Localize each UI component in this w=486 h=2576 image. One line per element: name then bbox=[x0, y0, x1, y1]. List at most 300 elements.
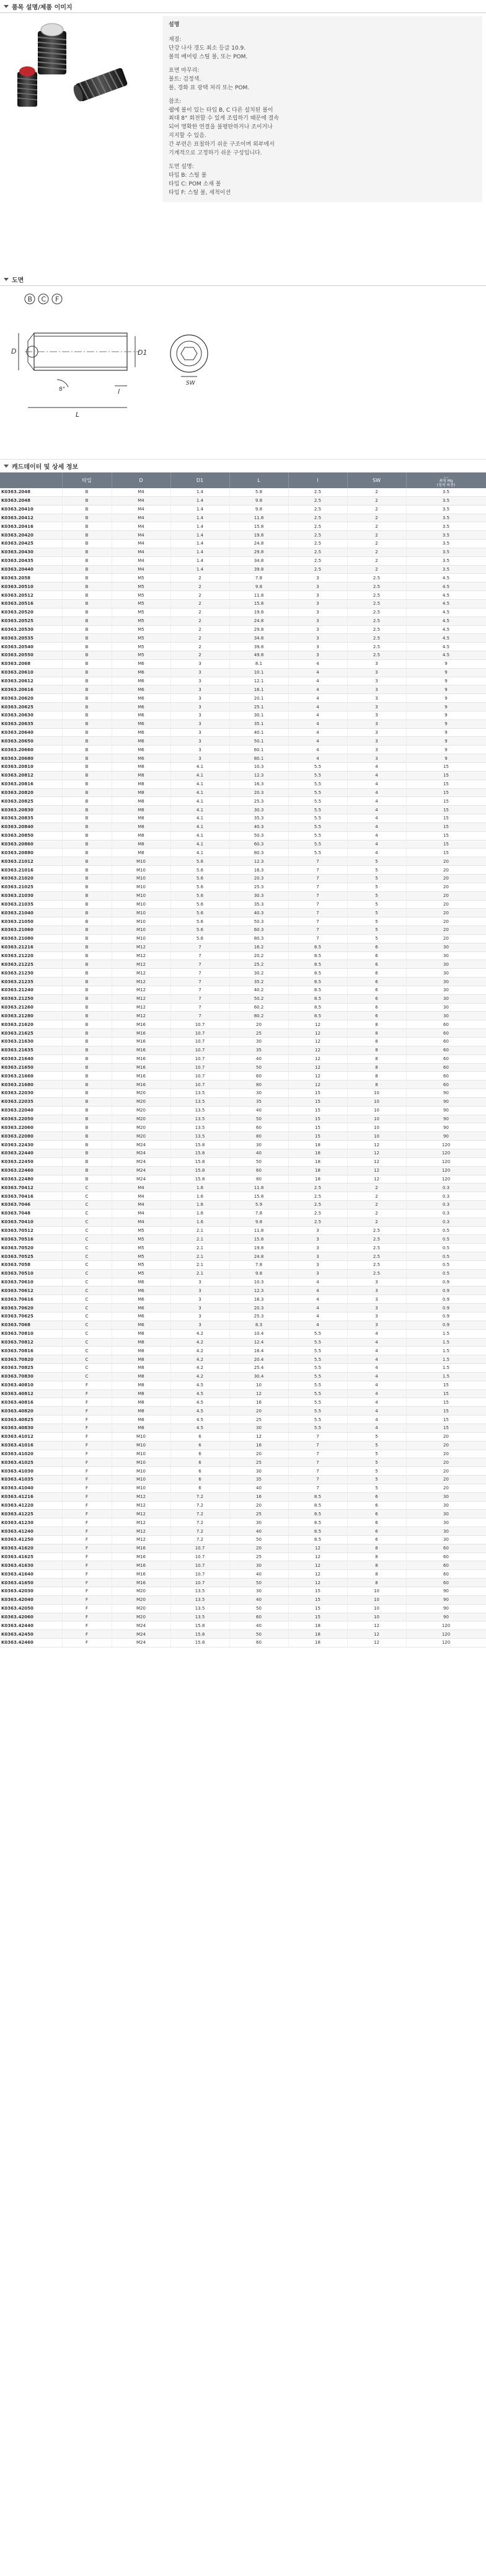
table-cell: B bbox=[62, 694, 112, 703]
table-cell: 30 bbox=[406, 986, 486, 994]
table-cell: M4 bbox=[112, 505, 170, 514]
table-cell: B bbox=[62, 917, 112, 926]
article-number-link[interactable]: K0363.41025 bbox=[0, 1458, 62, 1467]
article-number-link[interactable]: K0363.21035 bbox=[0, 900, 62, 909]
table-cell: M16 bbox=[112, 1570, 170, 1579]
article-number-link[interactable]: K0363.21680 bbox=[0, 1081, 62, 1089]
table-cell: 7 bbox=[288, 891, 347, 900]
article-number-link[interactable]: K0363.21030 bbox=[0, 891, 62, 900]
table-row bbox=[0, 1209, 486, 1218]
article-number-link[interactable]: K0363.22480 bbox=[0, 1175, 62, 1183]
table-cell: 4.2 bbox=[170, 1347, 229, 1355]
article-number-link[interactable]: K0363.21040 bbox=[0, 909, 62, 917]
article-number-link[interactable]: K0363.70525 bbox=[0, 1252, 62, 1261]
article-number-link[interactable]: K0363.20525 bbox=[0, 617, 62, 625]
article-number-link[interactable]: K0363.20625 bbox=[0, 703, 62, 711]
table-row bbox=[0, 488, 486, 496]
table-cell: 7.2 bbox=[170, 1501, 229, 1510]
table-cell: 2.5 bbox=[288, 531, 347, 540]
table-cell: M4 bbox=[112, 1218, 170, 1226]
table-cell: 25.2 bbox=[229, 960, 288, 969]
article-number-link[interactable]: K0363.41250 bbox=[0, 1535, 62, 1544]
article-number-link[interactable]: K0363.20880 bbox=[0, 849, 62, 857]
article-number-link[interactable]: K0363.20640 bbox=[0, 728, 62, 737]
table-cell: 4 bbox=[347, 797, 406, 806]
table-cell: C bbox=[62, 1269, 112, 1278]
article-number-link[interactable]: K0363.2068 bbox=[0, 659, 62, 668]
table-row bbox=[0, 874, 486, 883]
article-number-link[interactable]: K0363.70612 bbox=[0, 1286, 62, 1295]
table-cell: 13.5 bbox=[170, 1097, 229, 1106]
table-cell: 3 bbox=[347, 1278, 406, 1286]
table-cell: 4.5 bbox=[406, 643, 486, 651]
article-number-link[interactable]: K0363.21280 bbox=[0, 1012, 62, 1020]
table-cell: M5 bbox=[112, 591, 170, 600]
table-cell: 30 bbox=[229, 1038, 288, 1046]
article-number-link[interactable]: K0363.20840 bbox=[0, 822, 62, 831]
article-number-link[interactable]: K0363.21240 bbox=[0, 986, 62, 994]
article-number-link[interactable]: K0363.2058 bbox=[0, 574, 62, 582]
article-number-link[interactable]: K0363.21620 bbox=[0, 1020, 62, 1029]
article-number-link[interactable]: K0363.21080 bbox=[0, 934, 62, 943]
article-number-link[interactable]: K0363.21220 bbox=[0, 952, 62, 960]
table-cell: F bbox=[62, 1639, 112, 1647]
table-cell: 60 bbox=[229, 1123, 288, 1132]
surface-text-2: 볼, 경화 표 광택 처리 또는 POM. bbox=[169, 84, 250, 91]
article-number-link[interactable]: K0363.40812 bbox=[0, 1389, 62, 1398]
table-cell: 6 bbox=[170, 1476, 229, 1484]
article-number-link[interactable]: K0363.42460 bbox=[0, 1639, 62, 1647]
table-cell: 120 bbox=[406, 1141, 486, 1149]
article-number-link[interactable]: K0363.40810 bbox=[0, 1381, 62, 1389]
article-number-link[interactable]: K0363.20430 bbox=[0, 548, 62, 556]
article-number-link[interactable]: K0363.70810 bbox=[0, 1329, 62, 1338]
table-cell: 20.2 bbox=[229, 952, 288, 960]
table-cell: 1.6 bbox=[170, 1183, 229, 1192]
table-cell: 90 bbox=[406, 1132, 486, 1141]
article-number-link[interactable]: K0363.70510 bbox=[0, 1269, 62, 1278]
article-number-link[interactable]: K0363.70512 bbox=[0, 1226, 62, 1235]
article-number-link[interactable]: K0363.42060 bbox=[0, 1613, 62, 1621]
table-cell: 4 bbox=[347, 831, 406, 840]
table-cell: 4.5 bbox=[406, 634, 486, 643]
table-cell: 5.5 bbox=[288, 1338, 347, 1347]
article-number-link[interactable]: K0363.21640 bbox=[0, 1054, 62, 1063]
table-cell: 3 bbox=[170, 1295, 229, 1304]
article-number-link[interactable]: K0363.20812 bbox=[0, 771, 62, 780]
table-cell: 5.6 bbox=[170, 926, 229, 935]
table-row bbox=[0, 694, 486, 703]
table-cell: 0.3 bbox=[406, 1192, 486, 1201]
article-number-link[interactable]: K0363.22440 bbox=[0, 1149, 62, 1157]
table-cell: 20 bbox=[406, 1484, 486, 1492]
table-cell: 2 bbox=[347, 1209, 406, 1218]
table-cell: 30 bbox=[229, 1587, 288, 1596]
table-cell: 2 bbox=[170, 634, 229, 643]
table-cell: 15 bbox=[406, 797, 486, 806]
table-cell: 5.5 bbox=[288, 1415, 347, 1424]
article-number-link[interactable]: K0363.42040 bbox=[0, 1595, 62, 1604]
article-number-link[interactable]: K0363.21225 bbox=[0, 960, 62, 969]
table-cell: 10 bbox=[347, 1132, 406, 1141]
table-cell: 16.2 bbox=[229, 943, 288, 952]
table-cell: 3 bbox=[288, 1226, 347, 1235]
drawing-section-header[interactable] bbox=[0, 273, 486, 286]
table-cell: 3 bbox=[170, 659, 229, 668]
article-number-link[interactable]: K0363.41240 bbox=[0, 1527, 62, 1536]
article-number-link[interactable]: K0363.21650 bbox=[0, 1063, 62, 1072]
article-number-link[interactable]: K0363.41035 bbox=[0, 1476, 62, 1484]
table-cell: F bbox=[62, 1398, 112, 1407]
table-cell: 18 bbox=[288, 1157, 347, 1166]
article-number-link[interactable]: K0363.21216 bbox=[0, 943, 62, 952]
article-number-link[interactable]: K0363.20660 bbox=[0, 746, 62, 754]
table-row bbox=[0, 891, 486, 900]
dim-d1: D1 bbox=[138, 349, 148, 357]
article-number-link[interactable]: K0363.70412 bbox=[0, 1183, 62, 1192]
article-number-link[interactable]: K0363.20550 bbox=[0, 651, 62, 660]
table-cell: M16 bbox=[112, 1561, 170, 1570]
article-number-link[interactable]: K0363.41630 bbox=[0, 1561, 62, 1570]
table-cell: 3 bbox=[288, 625, 347, 634]
article-number-link[interactable]: K0363.22050 bbox=[0, 1115, 62, 1123]
table-cell: 0.3 bbox=[406, 1183, 486, 1192]
table-cell: 60.1 bbox=[229, 746, 288, 754]
table-row bbox=[0, 617, 486, 625]
table-cell: 3 bbox=[347, 711, 406, 720]
table-cell: B bbox=[62, 969, 112, 978]
cad-section-header[interactable] bbox=[0, 460, 486, 473]
table-cell: 3 bbox=[347, 1295, 406, 1304]
table-cell: 1.5 bbox=[406, 1329, 486, 1338]
article-number-link[interactable]: K0363.21250 bbox=[0, 994, 62, 1003]
table-cell: 2 bbox=[347, 1192, 406, 1201]
article-number-link[interactable]: K0363.42440 bbox=[0, 1621, 62, 1630]
table-row bbox=[0, 943, 486, 952]
article-number-link[interactable]: K0363.22030 bbox=[0, 1089, 62, 1098]
table-row bbox=[0, 763, 486, 772]
table-cell: M10 bbox=[112, 909, 170, 917]
article-number-link[interactable]: K0363.20850 bbox=[0, 831, 62, 840]
table-cell: 3.5 bbox=[406, 514, 486, 522]
article-number-link[interactable]: K0363.41020 bbox=[0, 1450, 62, 1458]
article-number-link[interactable]: K0363.7068 bbox=[0, 1321, 62, 1329]
article-number-link[interactable]: K0363.41640 bbox=[0, 1570, 62, 1579]
table-cell: 3 bbox=[347, 1286, 406, 1295]
article-number-link[interactable]: K0363.40830 bbox=[0, 1424, 62, 1432]
article-number-link[interactable]: K0363.70625 bbox=[0, 1313, 62, 1321]
table-cell: M24 bbox=[112, 1630, 170, 1639]
article-number-link[interactable]: K0363.70816 bbox=[0, 1347, 62, 1355]
table-cell: M8 bbox=[112, 1338, 170, 1347]
table-cell: 6 bbox=[347, 1518, 406, 1527]
table-cell: 60 bbox=[229, 1639, 288, 1647]
article-number-link[interactable]: K0363.41230 bbox=[0, 1518, 62, 1527]
table-cell: 7 bbox=[170, 986, 229, 994]
article-number-link[interactable]: K0363.7058 bbox=[0, 1260, 62, 1269]
table-cell: M10 bbox=[112, 1476, 170, 1484]
collapse-triangle-icon bbox=[4, 278, 9, 281]
article-number-link[interactable]: K0363.21016 bbox=[0, 866, 62, 875]
article-number-link[interactable]: K0363.20512 bbox=[0, 591, 62, 600]
article-number-link[interactable]: K0363.22450 bbox=[0, 1157, 62, 1166]
table-row bbox=[0, 1329, 486, 1338]
article-number-link[interactable]: K0363.21230 bbox=[0, 969, 62, 978]
table-cell: M4 bbox=[112, 1209, 170, 1218]
article-number-link[interactable]: K0363.22460 bbox=[0, 1166, 62, 1175]
table-cell: 30 bbox=[406, 1492, 486, 1501]
table-cell: 4 bbox=[347, 1389, 406, 1398]
table-cell: 4 bbox=[347, 806, 406, 814]
table-cell: M8 bbox=[112, 1415, 170, 1424]
table-cell: 12.3 bbox=[229, 1286, 288, 1295]
table-cell: F bbox=[62, 1518, 112, 1527]
table-cell: B bbox=[62, 728, 112, 737]
article-number-link[interactable]: K0363.20412 bbox=[0, 514, 62, 522]
article-number-link[interactable]: K0363.21020 bbox=[0, 874, 62, 883]
article-number-link[interactable]: K0363.70820 bbox=[0, 1355, 62, 1364]
table-row bbox=[0, 608, 486, 617]
article-number-link[interactable]: K0363.70825 bbox=[0, 1364, 62, 1373]
article-number-link[interactable]: K0363.21025 bbox=[0, 883, 62, 891]
table-row bbox=[0, 531, 486, 540]
table-cell: 3 bbox=[170, 746, 229, 754]
article-number-link[interactable]: K0363.22430 bbox=[0, 1141, 62, 1149]
article-number-link[interactable]: K0363.22060 bbox=[0, 1123, 62, 1132]
article-number-link[interactable]: K0363.70410 bbox=[0, 1218, 62, 1226]
table-cell: 1.5 bbox=[406, 1364, 486, 1373]
article-number-link[interactable]: K0363.40816 bbox=[0, 1398, 62, 1407]
article-number-link[interactable]: K0363.21050 bbox=[0, 917, 62, 926]
table-row bbox=[0, 1407, 486, 1415]
table-cell: 5.5 bbox=[288, 1372, 347, 1381]
article-number-link[interactable]: K0363.2048 bbox=[0, 496, 62, 505]
table-cell: F bbox=[62, 1570, 112, 1579]
article-number-link[interactable]: K0363.41650 bbox=[0, 1579, 62, 1587]
article-number-link[interactable]: K0363.20630 bbox=[0, 711, 62, 720]
article-number-link[interactable]: K0363.40825 bbox=[0, 1415, 62, 1424]
table-cell: 5.5 bbox=[288, 822, 347, 831]
table-cell: 20 bbox=[229, 1450, 288, 1458]
table-cell: 7 bbox=[288, 1467, 347, 1476]
table-row bbox=[0, 1389, 486, 1398]
article-number-link[interactable]: K0363.7046 bbox=[0, 1201, 62, 1210]
article-number-link[interactable]: K0363.20420 bbox=[0, 531, 62, 540]
table-cell: 30.1 bbox=[229, 711, 288, 720]
article-number-link[interactable]: K0363.41625 bbox=[0, 1553, 62, 1561]
table-cell: C bbox=[62, 1321, 112, 1329]
table-cell: 29.8 bbox=[229, 625, 288, 634]
article-number-link[interactable]: K0363.20830 bbox=[0, 806, 62, 814]
table-row bbox=[0, 840, 486, 849]
article-number-link[interactable]: K0363.42030 bbox=[0, 1587, 62, 1596]
table-cell: C bbox=[62, 1278, 112, 1286]
article-number-link[interactable]: K0363.41216 bbox=[0, 1492, 62, 1501]
table-row bbox=[0, 1149, 486, 1157]
article-number-link[interactable]: K0363.41012 bbox=[0, 1432, 62, 1441]
table-cell: 4.2 bbox=[170, 1372, 229, 1381]
table-cell: M16 bbox=[112, 1553, 170, 1561]
article-number-link[interactable]: K0363.41220 bbox=[0, 1501, 62, 1510]
table-row bbox=[0, 1484, 486, 1492]
article-number-link[interactable]: K0363.70610 bbox=[0, 1278, 62, 1286]
table-cell: 12 bbox=[347, 1621, 406, 1630]
table-cell: 8.5 bbox=[288, 986, 347, 994]
table-cell: F bbox=[62, 1613, 112, 1621]
table-cell: 3 bbox=[347, 754, 406, 763]
table-cell: 8 bbox=[347, 1561, 406, 1570]
article-number-link[interactable]: K0363.20516 bbox=[0, 599, 62, 608]
article-number-link[interactable]: K0363.20620 bbox=[0, 694, 62, 703]
table-cell: 9.8 bbox=[229, 1218, 288, 1226]
article-number-link[interactable]: K0363.20535 bbox=[0, 634, 62, 643]
article-number-link[interactable]: K0363.41225 bbox=[0, 1510, 62, 1518]
table-row bbox=[0, 522, 486, 531]
table-cell: 4.5 bbox=[406, 617, 486, 625]
table-cell: M8 bbox=[112, 1355, 170, 1364]
article-number-link[interactable]: K0363.20416 bbox=[0, 522, 62, 531]
article-number-link[interactable]: K0363.22040 bbox=[0, 1106, 62, 1115]
table-cell: M12 bbox=[112, 1501, 170, 1510]
product-section-header[interactable] bbox=[0, 0, 486, 13]
table-cell: B bbox=[62, 780, 112, 788]
article-number-link[interactable]: K0363.20635 bbox=[0, 720, 62, 728]
table-row bbox=[0, 540, 486, 548]
article-number-link[interactable]: K0363.41030 bbox=[0, 1467, 62, 1476]
article-number-link[interactable]: K0363.20510 bbox=[0, 582, 62, 591]
table-cell: M10 bbox=[112, 900, 170, 909]
table-cell: 11.8 bbox=[229, 1226, 288, 1235]
article-number-link[interactable]: K0363.21060 bbox=[0, 926, 62, 935]
table-cell: 5.5 bbox=[288, 814, 347, 823]
table-cell: 5 bbox=[347, 883, 406, 891]
table-cell: 10.4 bbox=[229, 1329, 288, 1338]
table-cell: 50 bbox=[229, 1604, 288, 1613]
article-number-link[interactable]: K0363.21635 bbox=[0, 1046, 62, 1054]
article-number-link[interactable]: K0363.20520 bbox=[0, 608, 62, 617]
table-row bbox=[0, 1089, 486, 1098]
table-cell: M5 bbox=[112, 574, 170, 582]
table-cell: 15 bbox=[288, 1613, 347, 1621]
article-number-link[interactable]: K0363.40820 bbox=[0, 1407, 62, 1415]
article-number-link[interactable]: K0363.20410 bbox=[0, 505, 62, 514]
badge-f: F bbox=[55, 295, 60, 303]
article-number-link[interactable]: K0363.70416 bbox=[0, 1192, 62, 1201]
table-row bbox=[0, 1510, 486, 1518]
article-number-link[interactable]: K0363.22035 bbox=[0, 1097, 62, 1106]
article-number-link[interactable]: K0363.22080 bbox=[0, 1132, 62, 1141]
table-cell: 4 bbox=[288, 711, 347, 720]
table-cell: 7 bbox=[288, 874, 347, 883]
article-number-link[interactable]: K0363.20610 bbox=[0, 668, 62, 677]
article-number-link[interactable]: K0363.2048 bbox=[0, 488, 62, 496]
article-number-link[interactable]: K0363.20425 bbox=[0, 540, 62, 548]
table-cell: 2 bbox=[170, 591, 229, 600]
article-number-link[interactable]: K0363.42450 bbox=[0, 1630, 62, 1639]
article-number-link[interactable]: K0363.20860 bbox=[0, 840, 62, 849]
table-cell: M6 bbox=[112, 677, 170, 685]
article-number-link[interactable]: K0363.21630 bbox=[0, 1038, 62, 1046]
table-row bbox=[0, 703, 486, 711]
article-number-link[interactable]: K0363.20825 bbox=[0, 797, 62, 806]
table-cell: 4 bbox=[288, 1295, 347, 1304]
table-cell: 15 bbox=[406, 763, 486, 772]
article-number-link[interactable]: K0363.41040 bbox=[0, 1484, 62, 1492]
table-cell: 15.8 bbox=[170, 1157, 229, 1166]
table-cell: M20 bbox=[112, 1595, 170, 1604]
article-number-link[interactable]: K0363.7048 bbox=[0, 1209, 62, 1218]
table-cell: 60 bbox=[229, 1166, 288, 1175]
table-cell: M16 bbox=[112, 1046, 170, 1054]
table-cell: 7 bbox=[288, 1441, 347, 1450]
table-cell: 13.5 bbox=[170, 1604, 229, 1613]
article-number-link[interactable]: K0363.70616 bbox=[0, 1295, 62, 1304]
article-number-link[interactable]: K0363.20680 bbox=[0, 754, 62, 763]
table-cell: 5.5 bbox=[288, 831, 347, 840]
article-number-link[interactable]: K0363.21235 bbox=[0, 978, 62, 986]
table-cell: F bbox=[62, 1553, 112, 1561]
drawing-note-label: 도면 설명: bbox=[169, 164, 194, 171]
table-cell: 12 bbox=[288, 1561, 347, 1570]
article-number-link[interactable]: K0363.20820 bbox=[0, 788, 62, 797]
note-line: 간 부련은 표칠하기 쉬운 구조이며 외부에서 bbox=[169, 141, 275, 148]
table-cell: 13.5 bbox=[170, 1595, 229, 1604]
table-cell: 13.5 bbox=[170, 1089, 229, 1098]
article-number-link[interactable]: K0363.20835 bbox=[0, 814, 62, 823]
article-number-link[interactable]: K0363.70516 bbox=[0, 1235, 62, 1244]
article-number-link[interactable]: K0363.42050 bbox=[0, 1604, 62, 1613]
table-cell: 4 bbox=[347, 1407, 406, 1415]
table-cell: 4 bbox=[288, 685, 347, 694]
article-number-link[interactable]: K0363.70812 bbox=[0, 1338, 62, 1347]
article-number-link[interactable]: K0363.70620 bbox=[0, 1304, 62, 1313]
article-number-link[interactable]: K0363.21625 bbox=[0, 1029, 62, 1038]
article-number-link[interactable]: K0363.21660 bbox=[0, 1072, 62, 1081]
table-cell: 4.1 bbox=[170, 797, 229, 806]
article-number-link[interactable]: K0363.20435 bbox=[0, 556, 62, 565]
article-number-link[interactable]: K0363.20810 bbox=[0, 763, 62, 772]
table-cell: 9 bbox=[406, 677, 486, 685]
article-number-link[interactable]: K0363.41620 bbox=[0, 1544, 62, 1553]
table-cell: M6 bbox=[112, 720, 170, 728]
table-cell: B bbox=[62, 1157, 112, 1166]
article-number-link[interactable]: K0363.20612 bbox=[0, 677, 62, 685]
table-cell: F bbox=[62, 1381, 112, 1389]
article-number-link[interactable]: K0363.20540 bbox=[0, 643, 62, 651]
article-number-link[interactable]: K0363.21260 bbox=[0, 1003, 62, 1012]
table-cell: B bbox=[62, 1141, 112, 1149]
article-number-link[interactable]: K0363.41016 bbox=[0, 1441, 62, 1450]
table-cell: 5 bbox=[347, 934, 406, 943]
table-cell: 5.5 bbox=[288, 780, 347, 788]
article-number-link[interactable]: K0363.21012 bbox=[0, 857, 62, 866]
article-number-link[interactable]: K0363.20530 bbox=[0, 625, 62, 634]
article-number-link[interactable]: K0363.70830 bbox=[0, 1372, 62, 1381]
table-row bbox=[0, 677, 486, 685]
table-cell: 0.5 bbox=[406, 1252, 486, 1261]
table-cell: 8.5 bbox=[288, 943, 347, 952]
table-cell: 4 bbox=[288, 737, 347, 746]
article-number-link[interactable]: K0363.20440 bbox=[0, 565, 62, 574]
table-cell: B bbox=[62, 857, 112, 866]
article-number-link[interactable]: K0363.20650 bbox=[0, 737, 62, 746]
article-number-link[interactable]: K0363.20816 bbox=[0, 780, 62, 788]
table-cell: 30.3 bbox=[229, 806, 288, 814]
table-cell: C bbox=[62, 1252, 112, 1261]
table-cell: 40.3 bbox=[229, 909, 288, 917]
article-number-link[interactable]: K0363.20616 bbox=[0, 685, 62, 694]
article-number-link[interactable]: K0363.70520 bbox=[0, 1244, 62, 1252]
